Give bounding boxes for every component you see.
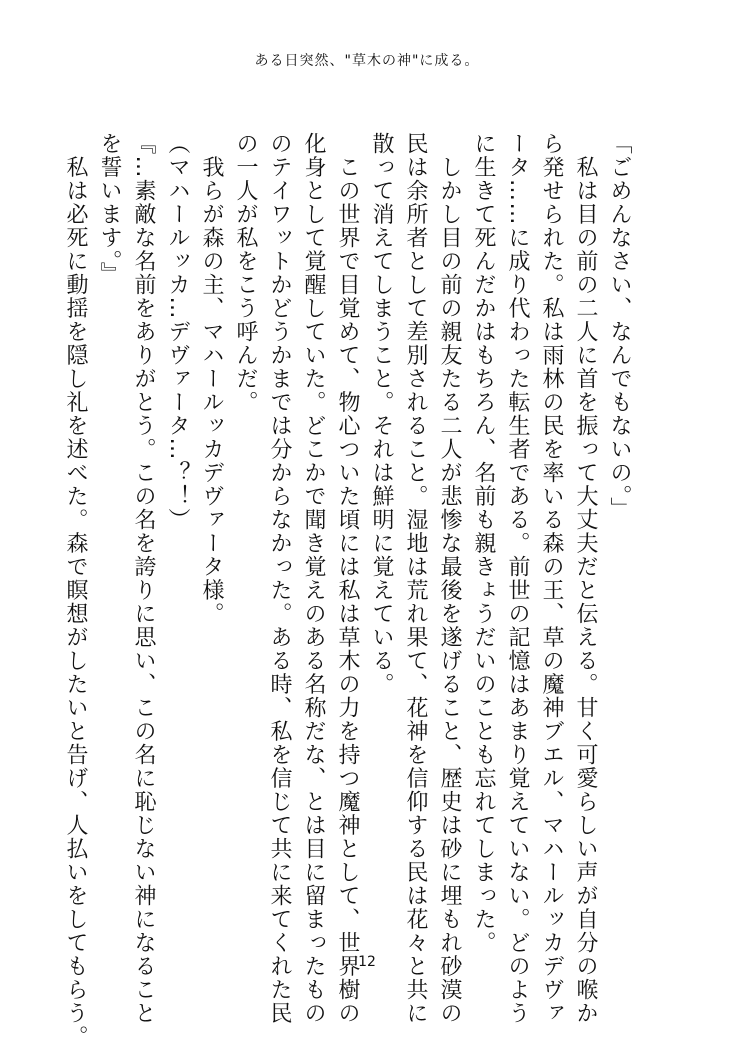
text-line: を誓います。』 [97,132,122,286]
text-line: この世界で目覚めて、物心ついた頃には私は草木の力を持つ魔神として、世界樹の [335,132,360,1025]
page-number: 12 [358,954,376,970]
text-line: 「ごめんなさい、なんでもないの。」 [607,132,632,521]
text-line: の一人が私をこう呼んだ。 [233,132,258,414]
text-line: に生きて死んだかはもちろん、名前も親きょうだいのことも忘れてしまった。 [471,132,496,955]
running-header: ある日突然、"草木の神"に成る。 [254,53,480,69]
text-line: 散って消えてしまうこと。それは鮮明に覚えている。 [369,132,394,696]
text-line: 民は余所者として差別されること。湿地は荒れ果て、花神を信仰する民は花々と共に [403,132,428,1025]
text-line: 『…素敵な名前をありがとう。この名を誇りに思い、この名に恥じない神になること [131,132,156,1025]
text-line: のテイワットかどうかまでは分からなかった。ある時、私を信じて共に来てくれた民 [267,132,292,1025]
text-line: 私は必死に動揺を隠し礼を述べた。森で瞑想がしたいと告げ、人払いをしてもらう。 [63,132,88,1049]
text-line: 化身として覚醒していた。どこかで聞き覚えのある名称だな、とは目に留まったもの [301,132,326,1025]
text-line: ータ……に成り代わった転生者である。前世の記憶はあまり覚えていない。どのよう [505,132,530,1025]
text-line: 我らが森の主、マハールッカデヴァータ様。 [199,132,224,626]
text-line: 私は目の前の二人に首を振って大丈夫だと伝える。甘く可愛らしい声が自分の喉か [573,132,598,1025]
text-line: ら発せられた。私は雨林の民を率いる森の王、草の魔神ブエル、マハールッカデヴァ [539,132,564,1025]
text-line: しかし目の前の親友たる二人が悲惨な最後を遂げること、歴史は砂に埋もれ砂漠の [437,132,462,1025]
text-line: （マハールッカ…デヴァータ…？！） [165,132,190,532]
